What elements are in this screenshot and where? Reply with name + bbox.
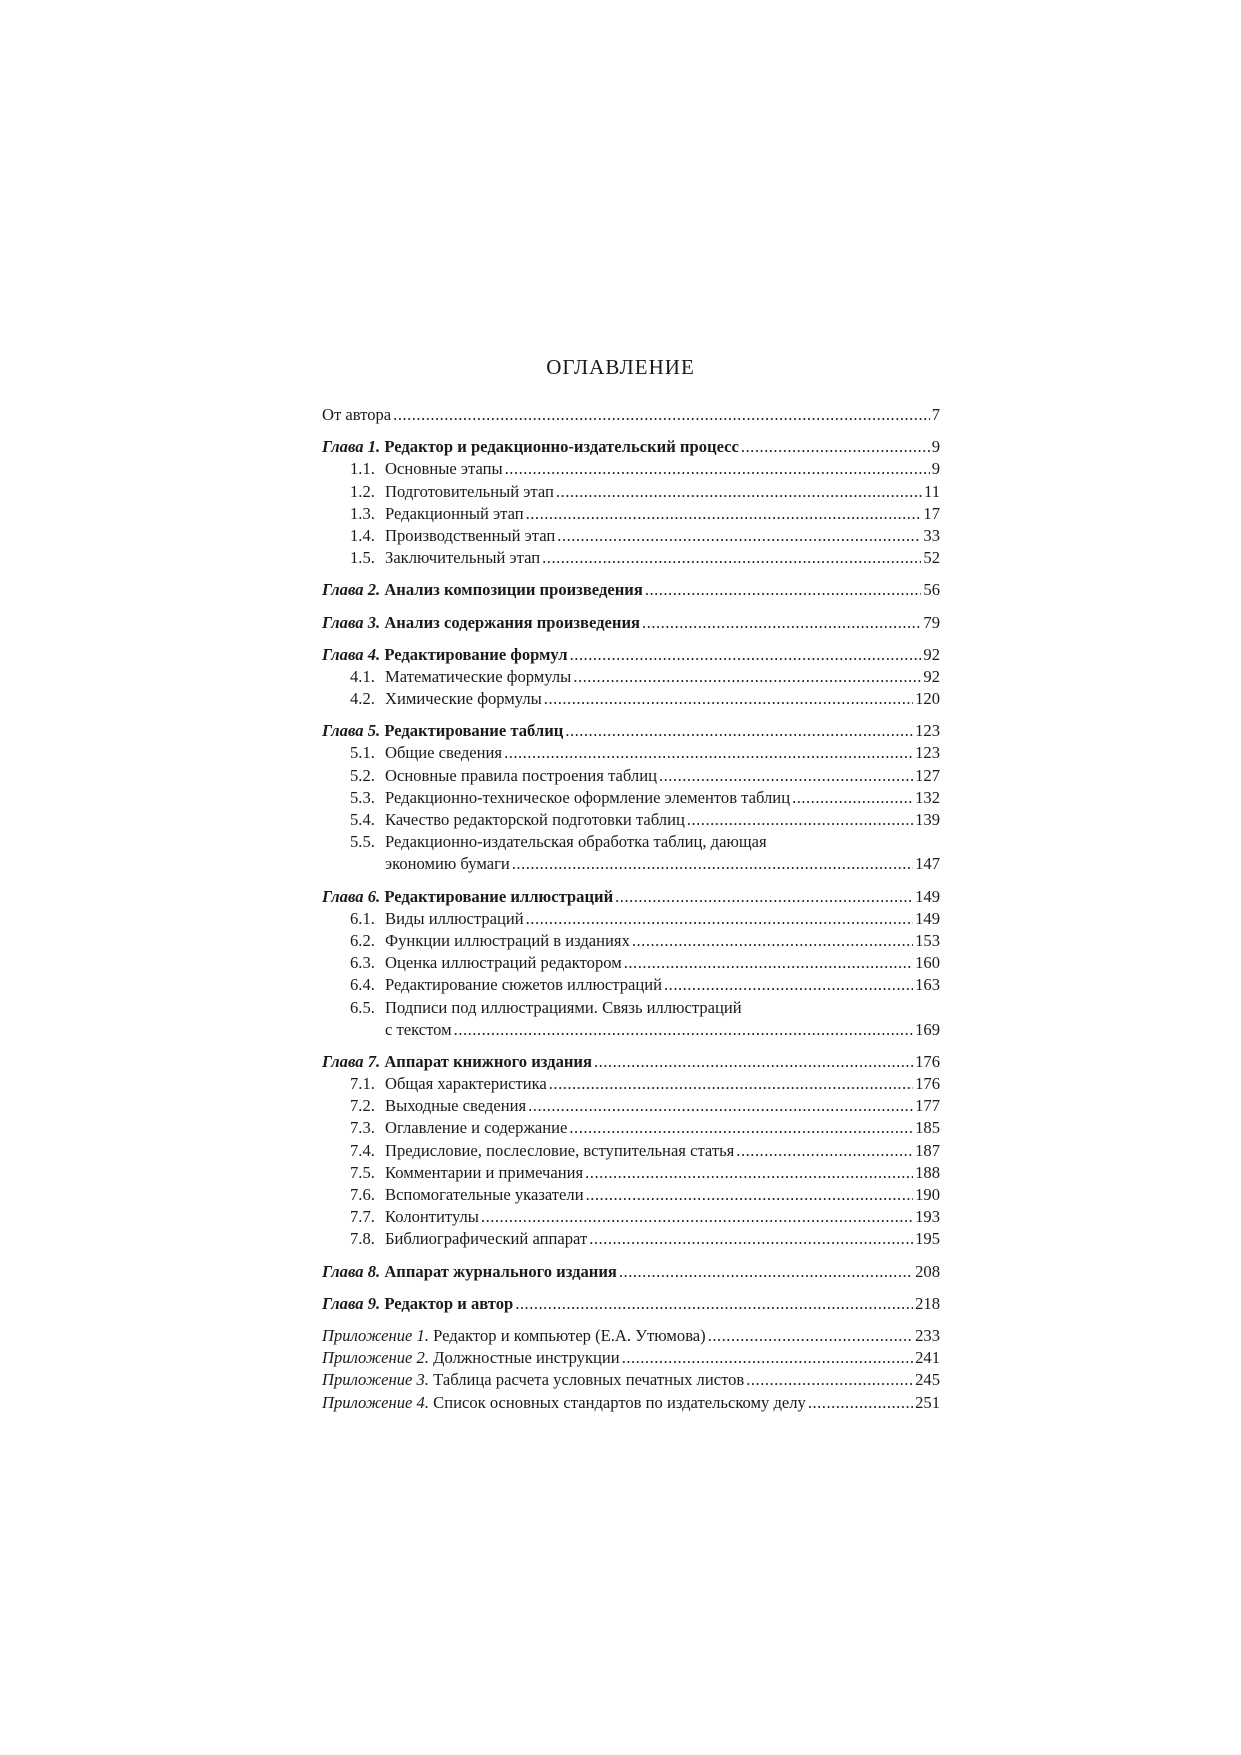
section-number: 7.3. xyxy=(350,1118,375,1138)
toc-entry xyxy=(322,547,940,569)
page-number: 190 xyxy=(915,1185,940,1204)
entry-label xyxy=(322,644,568,666)
page-number: 127 xyxy=(915,765,940,785)
section-number: 7.7. xyxy=(350,1207,375,1227)
chapter-prefix: Глава 7. xyxy=(322,1051,381,1071)
toc-entry xyxy=(322,436,940,458)
chapter-title: Редактор и редакционно-издательский процесс xyxy=(384,437,739,457)
toc-entry xyxy=(322,853,940,875)
dot-leader xyxy=(454,1019,913,1041)
section-title: Библиографический аппарат xyxy=(385,1229,588,1249)
toc-entry xyxy=(322,930,940,952)
page-number: 17 xyxy=(923,503,940,523)
toc-entry xyxy=(322,1392,940,1414)
dot-leader xyxy=(542,547,921,569)
chapter-title: Редактирование формул xyxy=(384,644,568,664)
page-number: 9 xyxy=(931,459,940,479)
page-number: 245 xyxy=(915,1370,940,1390)
section-title: Виды иллюстраций xyxy=(385,908,524,928)
page-number: 147 xyxy=(915,854,940,874)
appendix-prefix: Приложение 1. xyxy=(322,1325,429,1345)
page-number: 139 xyxy=(915,810,940,829)
entry-label xyxy=(322,886,613,908)
appendix-prefix: Приложение 3. xyxy=(322,1370,429,1390)
section-number: 7.1. xyxy=(350,1074,375,1094)
dot-leader xyxy=(687,809,913,831)
toc-entry xyxy=(322,1095,940,1117)
appendix-title: Должностные инструкции xyxy=(433,1348,620,1368)
entry-label xyxy=(322,1369,744,1391)
dot-leader xyxy=(619,1261,913,1283)
dot-leader xyxy=(526,908,913,930)
page-number: 79 xyxy=(923,612,940,632)
entry-label xyxy=(322,720,563,742)
section-title: Химические формулы xyxy=(385,689,542,709)
toc-entry xyxy=(322,886,940,908)
entry-label xyxy=(322,1293,513,1315)
dot-leader xyxy=(504,742,913,764)
dot-leader xyxy=(556,481,922,503)
toc-entry xyxy=(322,787,940,809)
page-number: 149 xyxy=(915,908,940,928)
entry-label xyxy=(350,481,554,503)
page-number: 52 xyxy=(923,548,940,568)
toc-entry xyxy=(322,720,940,742)
toc-entry xyxy=(322,742,940,764)
dot-leader xyxy=(393,404,930,426)
section-title: Редакционный этап xyxy=(385,503,524,523)
table-of-contents xyxy=(322,404,940,1414)
section-title: Редактирование сюжетов иллюстраций xyxy=(385,975,663,995)
section-number: 5.2. xyxy=(350,765,375,785)
page-number: 7 xyxy=(931,405,940,424)
page-title: ОГЛАВЛЕНИЕ xyxy=(546,355,695,379)
dot-leader xyxy=(544,688,913,710)
dot-leader xyxy=(505,458,930,480)
section-number: 5.5. xyxy=(350,832,375,852)
page-number: 251 xyxy=(915,1392,940,1412)
toc-entry xyxy=(322,952,940,974)
page-number: 149 xyxy=(915,886,940,906)
toc-entry xyxy=(322,1261,940,1283)
toc-entry xyxy=(322,1293,940,1315)
section-number: 6.2. xyxy=(350,930,375,950)
dot-leader xyxy=(549,1073,913,1095)
appendix-prefix: Приложение 2. xyxy=(322,1348,429,1368)
section-title: Подписи под иллюстрациями. Связь иллюстраций xyxy=(385,997,742,1017)
toc-entry xyxy=(322,481,940,503)
entry-label xyxy=(322,579,643,601)
page-number: 218 xyxy=(915,1293,940,1313)
chapter-title: Анализ содержания произведения xyxy=(384,612,641,632)
page-number: 123 xyxy=(915,743,940,763)
section-title-continued: с текстом xyxy=(385,1019,452,1039)
entry-label xyxy=(350,1228,587,1250)
page-number: 92 xyxy=(923,666,940,686)
section-title: Вспомогательные указатели xyxy=(385,1185,584,1204)
section-number: 1.2. xyxy=(350,481,375,501)
dot-leader xyxy=(573,666,921,688)
section-title: Производственный этап xyxy=(385,525,556,545)
section-title: Комментарии и примечания xyxy=(385,1162,584,1182)
toc-entry xyxy=(322,1347,940,1369)
dot-leader xyxy=(585,1162,913,1184)
entry-label xyxy=(350,503,524,525)
section-title: Общая характеристика xyxy=(385,1074,547,1094)
page-number: 193 xyxy=(915,1207,940,1227)
entry-label xyxy=(350,1140,734,1162)
chapter-title: Аппарат книжного издания xyxy=(384,1051,592,1071)
toc-entry xyxy=(322,1140,940,1162)
appendix-title: Таблица расчета условных печатных листов xyxy=(433,1370,745,1390)
page-number: 169 xyxy=(915,1019,940,1039)
section-title: Основные правила построения таблиц xyxy=(385,765,657,785)
section-number: 6.1. xyxy=(350,908,375,928)
page-number: 176 xyxy=(915,1074,940,1094)
section-title: Выходные сведения xyxy=(385,1096,527,1116)
section-number: 7.6. xyxy=(350,1185,375,1204)
toc-entry xyxy=(322,1019,940,1041)
page-number: 195 xyxy=(915,1229,940,1249)
entry-label xyxy=(350,458,503,480)
dot-leader xyxy=(741,436,930,458)
dot-leader xyxy=(557,525,921,547)
section-number: 6.4. xyxy=(350,975,375,995)
toc-entry xyxy=(322,1228,940,1250)
dot-leader xyxy=(792,787,913,809)
section-title: Общие сведения xyxy=(385,743,503,763)
section-number: 1.4. xyxy=(350,525,375,545)
section-title: Оглавление и содержание xyxy=(385,1118,568,1138)
entry-label xyxy=(322,1347,620,1369)
page-number: 132 xyxy=(915,787,940,807)
page-number: 123 xyxy=(915,721,940,741)
section-number: 7.4. xyxy=(350,1140,375,1160)
dot-leader xyxy=(515,1293,913,1315)
toc-entry xyxy=(322,688,940,710)
section-number: 1.3. xyxy=(350,503,375,523)
section-title: Редакционно-издательская обработка таблиц, дающая xyxy=(385,832,767,852)
chapter-title: Анализ композиции произведения xyxy=(384,580,643,600)
chapter-title: Редактирование иллюстраций xyxy=(384,886,614,906)
section-title-continued: экономию бумаги xyxy=(385,854,510,874)
section-number: 5.1. xyxy=(350,743,375,763)
dot-leader xyxy=(645,579,922,601)
dot-leader xyxy=(624,952,913,974)
dot-leader xyxy=(528,1095,913,1117)
toc-entry xyxy=(322,1184,940,1206)
page-number: 56 xyxy=(923,580,940,600)
entry-label xyxy=(350,1162,583,1184)
dot-leader xyxy=(569,1117,913,1139)
entry-label xyxy=(350,547,540,569)
page-number: 11 xyxy=(924,481,940,501)
toc-entry xyxy=(322,765,940,787)
toc-entry xyxy=(322,1325,940,1347)
toc-entry xyxy=(322,1073,940,1095)
toc-entry-line1 xyxy=(322,997,940,1019)
page-number: 188 xyxy=(915,1162,940,1182)
page-number: 33 xyxy=(923,525,940,545)
dot-leader xyxy=(570,644,922,666)
section-number: 4.1. xyxy=(350,666,375,686)
entry-label xyxy=(350,1095,526,1117)
dot-leader xyxy=(664,974,913,996)
entry-title: От автора xyxy=(322,405,392,424)
section-number: 1.5. xyxy=(350,548,375,568)
section-number: 6.3. xyxy=(350,953,375,973)
toc-entry xyxy=(322,612,940,634)
entry-label xyxy=(350,908,524,930)
dot-leader xyxy=(565,720,913,742)
page-number: 120 xyxy=(915,689,940,709)
toc-entry xyxy=(322,809,940,831)
entry-label xyxy=(322,1392,806,1414)
section-title: Заключительный этап xyxy=(385,548,541,568)
appendix-prefix: Приложение 4. xyxy=(322,1392,429,1412)
entry-label xyxy=(322,1325,706,1347)
page-number: 92 xyxy=(923,644,940,664)
entry-label xyxy=(322,436,739,458)
entry-label xyxy=(350,1073,547,1095)
page-number: 163 xyxy=(915,975,940,995)
appendix-title: Список основных стандартов по издательскому делу xyxy=(433,1392,806,1412)
section-title: Качество редакторской подготовки таблиц xyxy=(385,810,685,829)
entry-label xyxy=(350,1117,567,1139)
dot-leader xyxy=(512,853,913,875)
dot-leader xyxy=(708,1325,913,1347)
toc-entry xyxy=(322,503,940,525)
entry-label xyxy=(322,404,391,426)
entry-label xyxy=(322,612,640,634)
section-title: Математические формулы xyxy=(385,666,572,686)
dot-leader xyxy=(632,930,913,952)
entry-label xyxy=(350,742,502,764)
toc-entry xyxy=(322,579,940,601)
entry-label xyxy=(350,974,662,996)
dot-leader xyxy=(586,1184,914,1206)
entry-label xyxy=(350,1206,479,1228)
toc-entry xyxy=(322,1051,940,1073)
section-title: Оценка иллюстраций редактором xyxy=(385,953,622,973)
section-title: Предисловие, послесловие, вступительная статья xyxy=(385,1140,735,1160)
chapter-title: Аппарат журнального издания xyxy=(384,1261,617,1281)
appendix-title: Редактор и компьютер (Е.А. Утюмова) xyxy=(433,1325,706,1345)
toc-entry xyxy=(322,525,940,547)
chapter-prefix: Глава 3. xyxy=(322,612,381,632)
page-number: 160 xyxy=(915,953,940,973)
chapter-prefix: Глава 4. xyxy=(322,644,381,664)
section-number: 1.1. xyxy=(350,459,375,479)
toc-entry xyxy=(322,908,940,930)
entry-label xyxy=(350,930,630,952)
section-number: 5.3. xyxy=(350,787,375,807)
section-number: 7.8. xyxy=(350,1229,375,1249)
dot-leader xyxy=(589,1228,913,1250)
dot-leader xyxy=(615,886,913,908)
chapter-prefix: Глава 1. xyxy=(322,437,381,457)
page-number: 185 xyxy=(915,1118,940,1138)
toc-entry xyxy=(322,666,940,688)
toc-entry xyxy=(322,1162,940,1184)
entry-label xyxy=(350,688,542,710)
entry-label xyxy=(350,1184,584,1206)
chapter-prefix: Глава 9. xyxy=(322,1293,381,1313)
section-title: Функции иллюстраций в изданиях xyxy=(385,930,630,950)
toc-entry xyxy=(322,1206,940,1228)
toc-entry xyxy=(322,1369,940,1391)
entry-label xyxy=(350,952,622,974)
chapter-title: Редактор и автор xyxy=(384,1293,514,1313)
dot-leader xyxy=(659,765,913,787)
section-number: 6.5. xyxy=(350,997,375,1017)
entry-label xyxy=(350,787,790,809)
toc-entry xyxy=(322,458,940,480)
dot-leader xyxy=(622,1347,913,1369)
chapter-title: Редактирование таблиц xyxy=(384,721,564,741)
dot-leader xyxy=(746,1369,913,1391)
section-title: Редакционно-техническое оформление элементов таблиц xyxy=(385,787,791,807)
section-title: Колонтитулы xyxy=(385,1207,479,1227)
page-number: 208 xyxy=(915,1261,940,1281)
entry-label xyxy=(350,666,571,688)
page-number: 153 xyxy=(915,930,940,950)
page-number: 176 xyxy=(915,1051,940,1071)
page-number: 187 xyxy=(915,1140,940,1160)
page-number: 177 xyxy=(915,1096,940,1116)
dot-leader xyxy=(481,1206,913,1228)
entry-label xyxy=(322,1261,617,1283)
section-title: Основные этапы xyxy=(385,459,503,479)
chapter-prefix: Глава 8. xyxy=(322,1261,381,1281)
toc-entry xyxy=(322,404,940,426)
entry-label xyxy=(350,809,685,831)
toc-entry xyxy=(322,974,940,996)
section-number: 4.2. xyxy=(350,689,375,709)
page-number: 241 xyxy=(915,1348,940,1368)
page-number: 233 xyxy=(915,1325,940,1345)
chapter-prefix: Глава 6. xyxy=(322,886,381,906)
dot-leader xyxy=(526,503,922,525)
entry-label xyxy=(322,1051,592,1073)
dot-leader xyxy=(736,1140,913,1162)
section-number: 7.5. xyxy=(350,1162,375,1182)
dot-leader xyxy=(808,1392,913,1414)
section-number: 7.2. xyxy=(350,1096,375,1116)
toc-entry xyxy=(322,644,940,666)
entry-label xyxy=(350,765,657,787)
toc-entry xyxy=(322,1117,940,1139)
toc-entry-line1 xyxy=(322,831,940,853)
entry-label xyxy=(350,525,555,547)
chapter-prefix: Глава 5. xyxy=(322,721,381,741)
page-number: 9 xyxy=(931,437,940,457)
dot-leader xyxy=(642,612,921,634)
section-number: 5.4. xyxy=(350,810,375,829)
dot-leader xyxy=(594,1051,913,1073)
section-title: Подготовительный этап xyxy=(385,481,554,501)
chapter-prefix: Глава 2. xyxy=(322,580,381,600)
